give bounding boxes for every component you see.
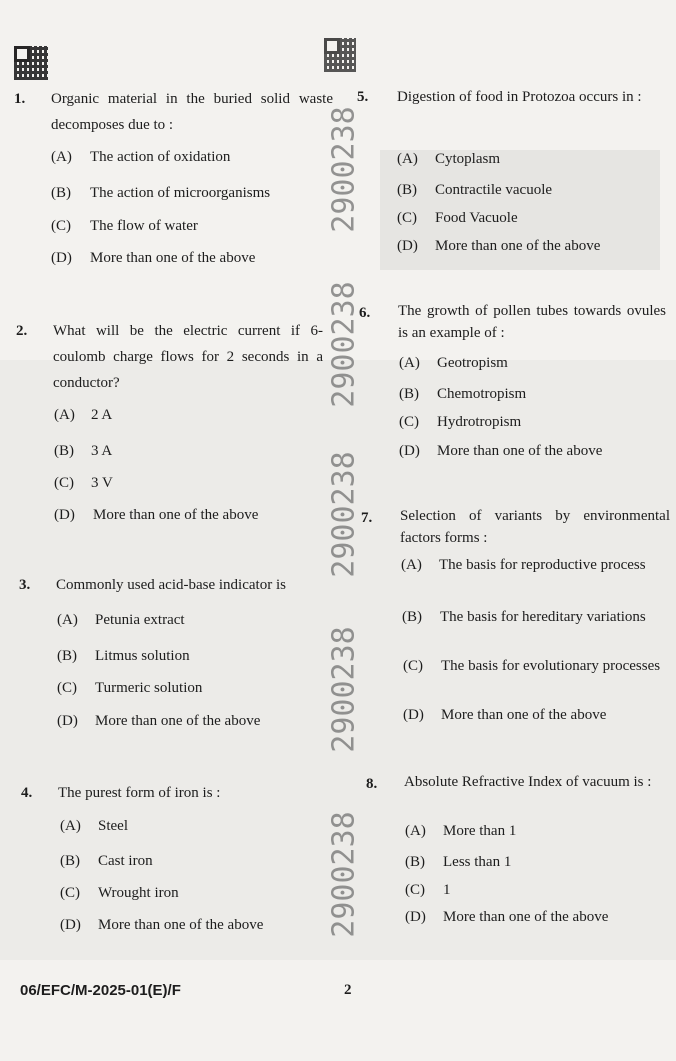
option-letter: (D) xyxy=(405,909,426,925)
option-text: Chemotropism xyxy=(437,386,527,402)
question-text: Selection of variants by environmental factors forms : xyxy=(400,508,670,546)
option-letter: (C) xyxy=(397,210,417,226)
option-text: 3 A xyxy=(91,443,113,459)
option-text: Wrought iron xyxy=(98,885,179,901)
option-letter: (A) xyxy=(399,355,420,371)
paper-code: 06/EFC/M-2025-01(E)/F xyxy=(20,982,181,999)
option-text: 2 A xyxy=(91,407,113,423)
option-text: Steel xyxy=(98,818,128,834)
option-text: Less than 1 xyxy=(443,854,512,870)
option-letter: (D) xyxy=(403,707,424,723)
option-letter: (B) xyxy=(51,185,71,201)
option-text: The basis for evolutionary processes xyxy=(441,658,661,674)
question-number: 4. xyxy=(21,785,33,801)
option-text: More than one of the above xyxy=(95,713,261,729)
question-number: 2. xyxy=(16,323,28,339)
option-letter: (D) xyxy=(57,713,78,729)
option-text: More than one of the above xyxy=(443,909,609,925)
option-text: The action of microorganisms xyxy=(90,185,271,201)
option-text: Hydrotropism xyxy=(437,414,522,430)
option-letter: (D) xyxy=(397,238,418,254)
question-text: Absolute Refractive Index of vacuum is : xyxy=(404,774,652,790)
question-text: The growth of pollen tubes towards ovules is an example of : xyxy=(398,303,666,341)
option-letter: (C) xyxy=(51,218,71,234)
question-number: 8. xyxy=(366,776,378,792)
question-number: 5. xyxy=(357,89,369,105)
option-letter: (A) xyxy=(57,612,78,628)
option-text: Cast iron xyxy=(98,853,153,869)
option-letter: (A) xyxy=(401,557,422,573)
question-number: 3. xyxy=(19,577,31,593)
option-letter: (A) xyxy=(405,823,426,839)
option-text: The basis for hereditary variations xyxy=(440,609,646,625)
option-letter: (B) xyxy=(54,443,74,459)
exam-page: 2900238 2900238 2900238 2900238 2900238 1. Organic material in the buried solid waste decomposes due to : (A) The action of oxidation (B) The action of microorganisms (C) The flow of water (D) More than one of the above 2. What will be the electric current if 6-coulomb charge flows for 2 seconds in a conductor? (A) 2 A (B) 3 A (C) 3 V (D) More than one of the above 3. Commonly used acid-base indicator is (A) Petunia extract (B) Litmus solution (C) Turmeric solution (D) More than one of the above 4. The purest form of iron is : (A) Steel (B) Cast iron (C) Wrought iron (D) More than one of the above 5. Digestion of food in Protozoa occurs in : (A) Cytoplasm (B) Contractile vacuole (C) Food Vacuole (D) More than one of the above 6. The growth of pollen tubes towards ovules is an example of : (A) Geotropism (B) Chemotropism (C) Hydrotropism (D) More than one of the above 7. Selection of variants by environmental factors forms : (A) The basis for reproductive process (B) The basis for hereditary variations (C) The basis for evolutionary processes (D) More than one of the above 8. Absolute Refractive Index of vacuum is : (A) More than 1 (B) Less than 1 (C) 1 (D) More than one of the above 06/EFC/M-2025-01(E)/F 2 xyxy=(0,0,676,1061)
option-text: 3 V xyxy=(91,475,113,491)
option-text: More than one of the above xyxy=(93,507,259,523)
option-text: Food Vacuole xyxy=(435,210,518,226)
option-letter: (C) xyxy=(403,658,423,674)
option-letter: (D) xyxy=(399,443,420,459)
option-text: More than one of the above xyxy=(437,443,603,459)
option-letter: (B) xyxy=(405,854,425,870)
question-number: 1. xyxy=(14,91,26,107)
option-text: More than one of the above xyxy=(435,238,601,254)
question-text: The purest form of iron is : xyxy=(58,785,221,801)
option-text: Geotropism xyxy=(437,355,508,371)
option-letter: (C) xyxy=(60,885,80,901)
question-text: Digestion of food in Protozoa occurs in : xyxy=(397,89,642,105)
option-letter: (A) xyxy=(60,818,81,834)
option-letter: (B) xyxy=(60,853,80,869)
question-number: 6. xyxy=(359,305,371,321)
option-letter: (C) xyxy=(54,475,74,491)
option-letter: (A) xyxy=(51,149,72,165)
option-letter: (D) xyxy=(54,507,75,523)
option-text: The action of oxidation xyxy=(90,149,231,165)
option-letter: (C) xyxy=(57,680,77,696)
option-text: Petunia extract xyxy=(95,612,185,628)
option-text: Contractile vacuole xyxy=(435,182,553,198)
qr-code-icon xyxy=(324,38,356,72)
option-letter: (D) xyxy=(60,917,81,933)
option-text: Litmus solution xyxy=(95,648,190,664)
qr-code-icon xyxy=(14,46,48,80)
option-text: More than one of the above xyxy=(90,250,256,266)
option-letter: (A) xyxy=(54,407,75,423)
question-text: Commonly used acid-base indicator is xyxy=(56,577,286,593)
option-text: 1 xyxy=(443,882,451,898)
question-number: 7. xyxy=(361,510,373,526)
question-text: Organic material in the buried solid waste decomposes due to : xyxy=(51,91,333,133)
option-text: More than one of the above xyxy=(98,917,264,933)
option-text: Turmeric solution xyxy=(95,680,203,696)
question-text: What will be the electric current if 6-coulomb charge flows for 2 seconds in a conductor? xyxy=(53,323,323,391)
option-letter: (A) xyxy=(397,151,418,167)
page-number: 2 xyxy=(344,982,352,998)
option-text: Cytoplasm xyxy=(435,151,501,167)
option-letter: (C) xyxy=(399,414,419,430)
option-letter: (B) xyxy=(402,609,422,625)
option-letter: (B) xyxy=(397,182,417,198)
option-text: More than 1 xyxy=(443,823,517,839)
option-text: More than one of the above xyxy=(441,707,607,723)
option-letter: (B) xyxy=(399,386,419,402)
option-text: The flow of water xyxy=(90,218,198,234)
option-letter: (C) xyxy=(405,882,425,898)
option-letter: (B) xyxy=(57,648,77,664)
option-text: The basis for reproductive process xyxy=(439,557,646,573)
option-letter: (D) xyxy=(51,250,72,266)
